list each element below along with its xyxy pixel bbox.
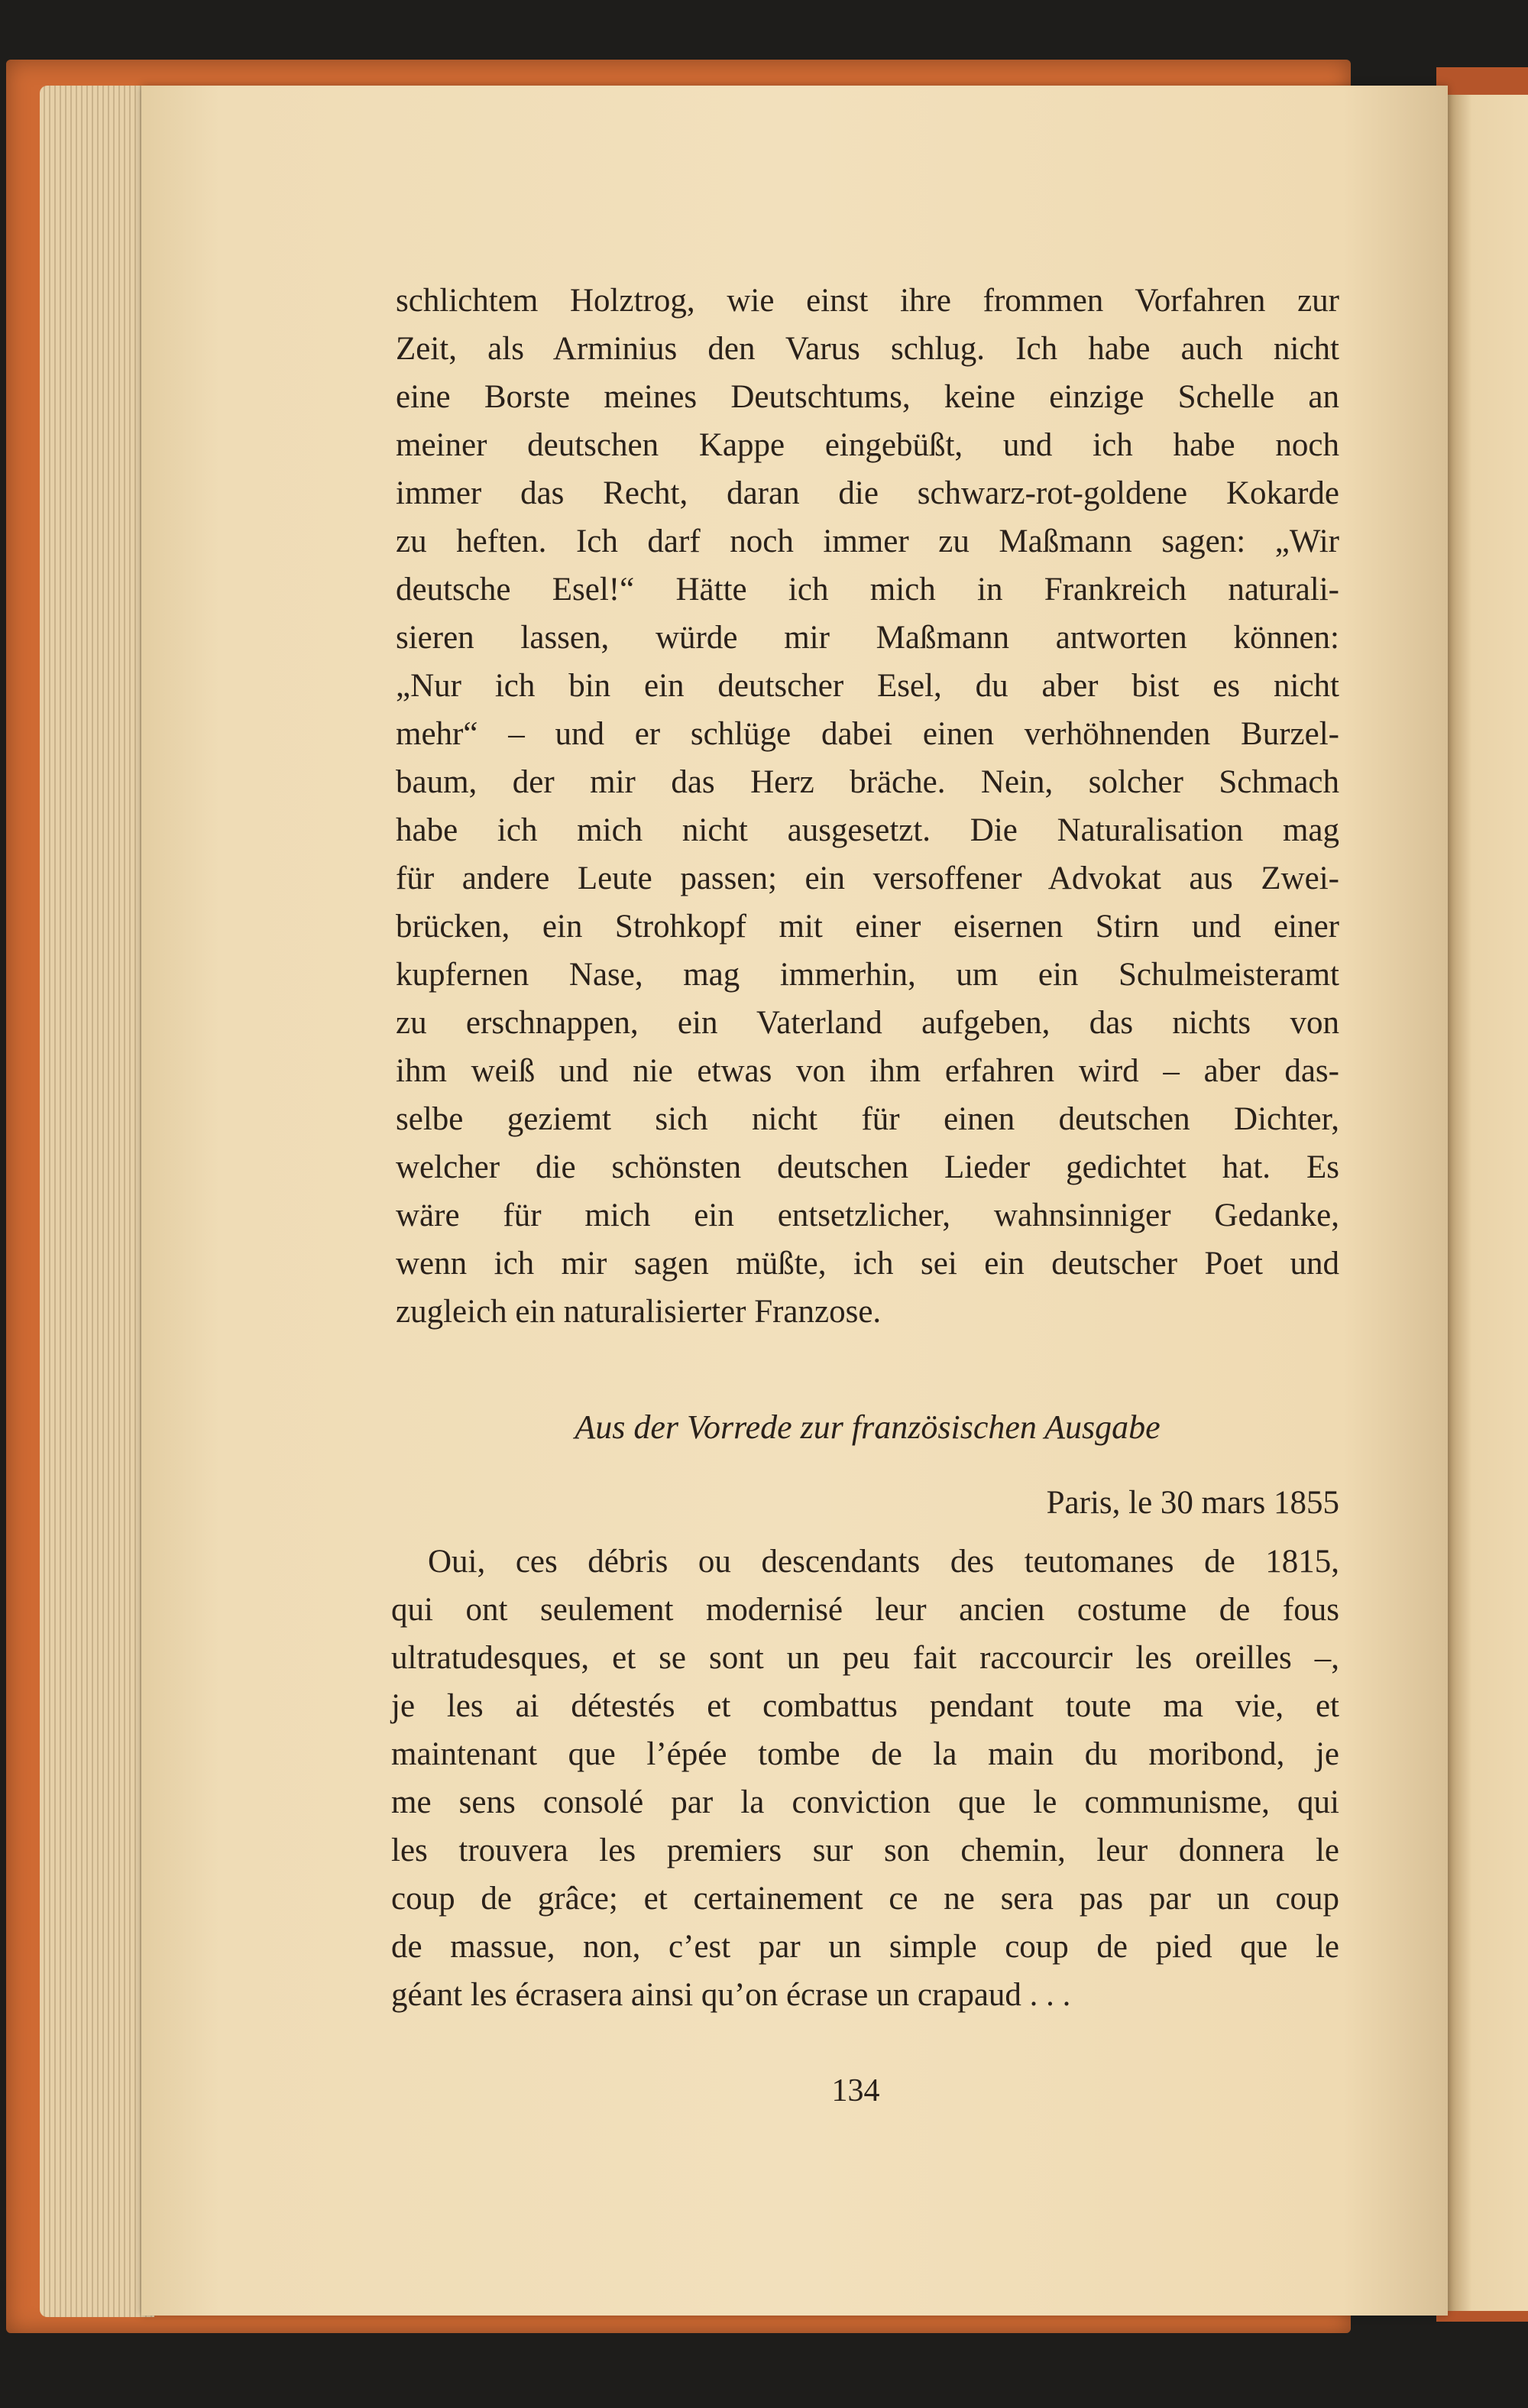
text-line: me sens consolé par la conviction que le communisme, qui: [391, 1784, 1339, 1820]
french-paragraph: [391, 1538, 1339, 2019]
text-line: immer das Recht, daran die schwarz-rot-goldene Kokarde: [396, 475, 1339, 511]
text-line: géant les écrasera ainsi qu’on écrase un crapaud . . .: [391, 1977, 1071, 2013]
dateline: Paris, le 30 mars 1855: [1046, 1485, 1339, 1521]
text-line: sieren lassen, würde mir Maßmann antworten können:: [396, 620, 1339, 656]
facing-page-edge: [1448, 95, 1528, 2311]
text-line: les trouvera les premiers sur son chemin, leur donnera le: [391, 1833, 1339, 1868]
text-line: zu erschnappen, ein Vaterland aufgeben, das nichts von: [396, 1005, 1339, 1041]
text-line: selbe geziemt sich nicht für einen deutschen Dichter,: [396, 1101, 1339, 1137]
text-line: brücken, ein Strohkopf mit einer eisernen Stirn und einer: [396, 909, 1339, 945]
text-line: deutsche Esel!“ Hätte ich mich in Frankreich naturali-: [396, 572, 1339, 608]
text-line: „Nur ich bin ein deutscher Esel, du aber bist es nicht: [396, 668, 1339, 704]
text-line: habe ich mich nicht ausgesetzt. Die Naturalisation mag: [396, 812, 1339, 848]
text-line: schlichtem Holztrog, wie einst ihre frommen Vorfahren zur: [396, 283, 1339, 319]
text-line: maintenant que l’épée tombe de la main du moribond, je: [391, 1736, 1339, 1772]
german-paragraph: [396, 277, 1339, 1336]
text-line: qui ont seulement modernisé leur ancien costume de fous: [391, 1592, 1339, 1628]
text-line: mehr“ – und er schlüge dabei einen verhöhnenden Burzel-: [396, 716, 1339, 752]
text-line: ihm weiß und nie etwas von ihm erfahren wird – aber das-: [396, 1053, 1339, 1089]
text-line: je les ai détestés et combattus pendant toute ma vie, et: [391, 1688, 1339, 1724]
text-line: Zeit, als Arminius den Varus schlug. Ich habe auch nicht: [396, 331, 1339, 367]
text-line: zugleich ein naturalisierter Franzose.: [396, 1294, 882, 1330]
page-edges: [40, 86, 154, 2317]
text-line: eine Borste meines Deutschtums, keine einzige Schelle an: [396, 379, 1339, 415]
text-line: coup de grâce; et certainement ce ne sera pas par un coup: [391, 1881, 1339, 1917]
text-line: für andere Leute passen; ein versoffener Advokat aus Zwei-: [396, 860, 1339, 896]
text-line: welcher die schönsten deutschen Lieder gedichtet hat. Es: [396, 1149, 1339, 1185]
text-line: de massue, non, c’est par un simple coup de pied que le: [391, 1929, 1339, 1965]
text-line: meiner deutschen Kappe eingebüßt, und ich habe noch: [396, 427, 1339, 463]
text-line: Oui, ces débris ou descendants des teutomanes de 1815,: [428, 1544, 1339, 1580]
text-line: wenn ich mir sagen müßte, ich sei ein deutscher Poet und: [396, 1246, 1339, 1282]
section-heading: Aus der Vorrede zur französischen Ausgabe: [575, 1408, 1161, 1446]
text-line: kupfernen Nase, mag immerhin, um ein Schulmeisteramt: [396, 957, 1339, 993]
text-line: wäre für mich ein entsetzlicher, wahnsinniger Gedanke,: [396, 1198, 1339, 1233]
text-line: zu heften. Ich darf noch immer zu Maßmann sagen: „Wir: [396, 523, 1339, 559]
text-line: baum, der mir das Herz bräche. Nein, solcher Schmach: [396, 764, 1339, 800]
text-line: ultratudesques, et se sont un peu fait raccourcir les oreilles –,: [391, 1640, 1339, 1676]
page-number: 134: [831, 2073, 880, 2108]
